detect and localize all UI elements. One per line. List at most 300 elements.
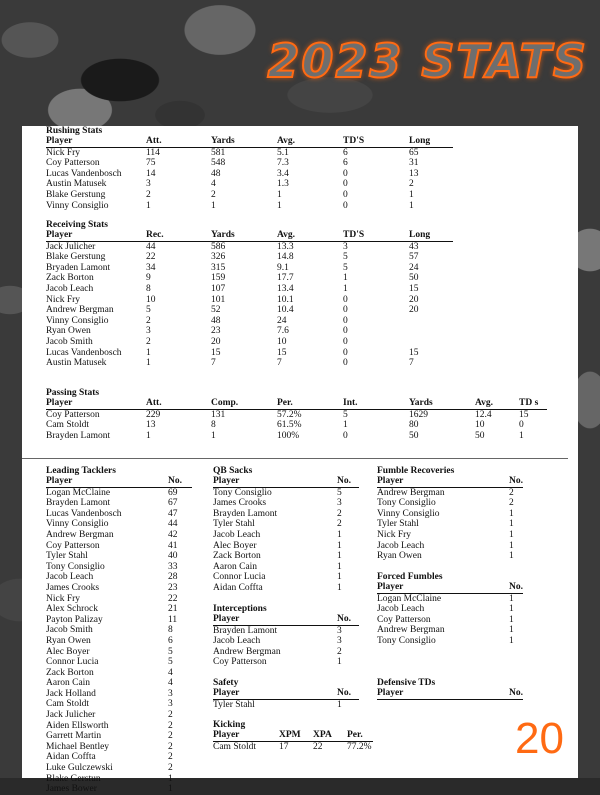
table-row — [46, 752, 192, 763]
stat-value: 3 — [343, 241, 348, 252]
column-header: Player — [46, 398, 146, 409]
player-name: Cam Stoldt — [213, 741, 257, 752]
stat-value: 48 — [211, 315, 221, 326]
stat-value: 28 — [168, 572, 178, 583]
player-name: Jacob Leach — [377, 604, 425, 615]
stat-value: 0 — [343, 305, 348, 316]
column-header: Avg. — [475, 398, 519, 409]
column-header: TD'S — [343, 230, 409, 241]
qb-sacks-title: QB Sacks — [213, 466, 253, 476]
table-row — [213, 636, 359, 647]
stat-value: 315 — [211, 262, 226, 273]
stat-value: 0 — [343, 294, 348, 305]
player-name: Michael Bentley — [46, 741, 110, 752]
stat-value: 42 — [168, 529, 178, 540]
table-row — [46, 721, 192, 732]
stat-value: 8 — [168, 625, 173, 636]
table-row — [46, 519, 192, 530]
stat-value: 0 — [343, 347, 348, 358]
stat-value: 52 — [211, 305, 221, 316]
column-header: No. — [337, 688, 359, 699]
column-header: Long — [409, 230, 453, 241]
player-name: Aaron Cain — [213, 561, 258, 572]
stat-value: 2 — [146, 189, 151, 200]
table-header-row — [46, 476, 192, 487]
player-name: Ryan Owen — [46, 326, 91, 337]
table-row — [46, 273, 453, 284]
stat-value: 131 — [211, 409, 226, 420]
stat-value: 41 — [168, 540, 178, 551]
table-row — [213, 647, 359, 658]
table-row — [46, 625, 192, 636]
stat-value: 11 — [168, 614, 178, 625]
table-row — [377, 604, 523, 615]
player-name: Tony Consiglio — [213, 487, 272, 498]
table-row — [377, 498, 523, 509]
player-name: Tyler Stahl — [213, 519, 255, 530]
player-name: Ryan Owen — [377, 551, 422, 562]
stat-value: 1 — [168, 773, 173, 784]
stat-value: 229 — [146, 409, 161, 420]
stat-value: 2 — [146, 336, 151, 347]
player-name: Cam Stoldt — [46, 420, 90, 431]
stat-value: 1 — [211, 430, 216, 441]
fumble-recoveries-table — [377, 476, 523, 562]
column-header: Player — [46, 230, 146, 241]
stat-value: 7.6 — [277, 326, 289, 337]
table-row — [377, 530, 523, 541]
stat-value: 0 — [343, 430, 348, 441]
player-name: Andrew Bergman — [377, 487, 445, 498]
table-row — [46, 774, 192, 785]
player-name: Jack Holland — [46, 688, 96, 699]
table-header-row — [377, 688, 523, 699]
stat-value: 1 — [509, 529, 514, 540]
table-row — [46, 731, 192, 742]
stat-value: 2 — [509, 498, 514, 509]
stat-value: 13.3 — [277, 241, 294, 252]
player-name: Brayden Lamont — [46, 498, 111, 509]
stat-value: 17.7 — [277, 273, 294, 284]
table-row — [46, 668, 192, 679]
stat-value: 7 — [409, 358, 414, 369]
player-name: Blake Gerstung — [46, 252, 106, 263]
table-row — [46, 509, 192, 520]
player-name: Tyler Stahl — [377, 519, 419, 530]
column-header: Long — [409, 136, 453, 147]
table-row — [46, 409, 547, 420]
column-header: Att. — [146, 136, 211, 147]
column-header: Player — [377, 476, 509, 487]
stat-value: 1 — [277, 189, 282, 200]
stat-value: 15 — [211, 347, 221, 358]
table-row — [377, 541, 523, 552]
qb-sacks-table — [213, 476, 359, 594]
table-row — [377, 615, 523, 626]
player-name: Brayden Lamont — [213, 625, 278, 636]
player-name: Brayden Lamont — [46, 430, 111, 441]
stat-value: 0 — [343, 326, 348, 337]
stat-value: 1 — [146, 358, 151, 369]
table-row — [46, 657, 192, 668]
column-header: Rec. — [146, 230, 211, 241]
stat-value: 8 — [146, 283, 151, 294]
column-header: Player — [213, 476, 337, 487]
table-row — [213, 541, 359, 552]
player-name: Zack Borton — [46, 667, 94, 678]
stat-value: 1 — [509, 614, 514, 625]
stat-value: 0 — [343, 168, 348, 179]
column-header: Player — [46, 136, 146, 147]
stat-value: 43 — [409, 241, 419, 252]
stat-value: 6 — [343, 147, 348, 158]
player-name: Cam Stoldt — [46, 699, 90, 710]
safety-table — [213, 688, 359, 710]
player-name: Logan McClaine — [46, 487, 111, 498]
table-row — [46, 420, 547, 431]
player-name: Jack Julicher — [46, 241, 96, 252]
player-name: Coy Patterson — [213, 657, 267, 668]
stat-value: 10 — [277, 336, 287, 347]
stat-value: 107 — [211, 283, 226, 294]
player-name: Tyler Stahl — [213, 699, 255, 710]
stat-value: 50 — [409, 430, 419, 441]
table-row — [46, 358, 453, 369]
stat-value: 10.4 — [277, 305, 294, 316]
column-header: No. — [509, 476, 523, 486]
stat-value: 2 — [168, 763, 173, 774]
stat-value: 2 — [168, 710, 173, 721]
table-row — [46, 594, 192, 605]
stat-value: 4 — [211, 179, 216, 190]
table-row — [46, 689, 192, 700]
table-header-row — [213, 476, 359, 487]
stat-value: 48 — [211, 168, 221, 179]
stat-value: 24 — [277, 315, 287, 326]
stat-value: 1 — [509, 551, 514, 562]
interceptions-title: Interceptions — [213, 604, 267, 614]
column-header: Avg. — [277, 230, 343, 241]
stat-value: 1 — [337, 582, 342, 593]
stats-sheet — [22, 126, 578, 795]
stat-value: 326 — [211, 252, 226, 263]
stat-value: 0 — [343, 336, 348, 347]
player-name: James Crooks — [46, 582, 100, 593]
table-row — [46, 158, 453, 169]
stat-value: 2 — [168, 752, 173, 763]
stat-value: 7 — [277, 358, 282, 369]
table-row — [46, 562, 192, 573]
table-row — [213, 699, 359, 710]
rushing-section — [46, 126, 453, 211]
stat-value: 0 — [343, 358, 348, 369]
stat-value: 5 — [168, 646, 173, 657]
stat-value: 1 — [337, 529, 342, 540]
stat-value: 13.4 — [277, 283, 294, 294]
column-header: Player — [377, 688, 509, 699]
stat-value: 5 — [343, 409, 348, 420]
table-row — [213, 741, 373, 752]
stat-value: 5 — [343, 262, 348, 273]
table-row — [377, 636, 523, 647]
stat-value: 69 — [168, 487, 178, 498]
kicking-table — [213, 730, 373, 752]
interceptions-table — [213, 614, 359, 668]
stat-value: 5 — [343, 252, 348, 263]
stat-value: 1 — [337, 572, 342, 583]
table-row — [46, 615, 192, 626]
defensive-tds-section — [377, 678, 523, 700]
table-row — [46, 241, 453, 252]
player-name: Jacob Leach — [46, 283, 94, 294]
player-name: Zack Borton — [213, 551, 261, 562]
stat-value: 50 — [409, 273, 419, 284]
stat-value: 2 — [211, 189, 216, 200]
player-name: Tony Consiglio — [377, 635, 436, 646]
table-row — [46, 326, 453, 337]
stat-value: 15 — [277, 347, 287, 358]
stat-value: 3 — [337, 498, 342, 509]
stat-value: 3 — [146, 179, 151, 190]
table-row — [46, 498, 192, 509]
player-name: Nick Fry — [46, 593, 81, 604]
column-header: Player — [213, 688, 337, 699]
player-name: James Bower — [46, 784, 97, 795]
table-row — [46, 252, 453, 263]
fumble-recoveries-section — [377, 466, 523, 562]
column-header: No. — [337, 614, 359, 625]
stat-value: 2 — [337, 646, 342, 657]
stat-value: 1 — [509, 593, 514, 604]
table-header-row — [377, 476, 523, 487]
stat-value: 8 — [211, 420, 216, 431]
table-row — [46, 572, 192, 583]
table-row — [213, 551, 359, 562]
qb-sacks-section — [213, 466, 359, 594]
stat-value: 548 — [211, 158, 226, 169]
column-header: Yards — [211, 230, 277, 241]
stat-value: 40 — [168, 551, 178, 562]
table-row — [377, 509, 523, 520]
stat-value: 14.8 — [277, 252, 294, 263]
stat-value: 0 — [343, 179, 348, 190]
stat-value: 50 — [475, 430, 485, 441]
stat-value: 1 — [146, 430, 151, 441]
kicking-section — [213, 720, 373, 752]
player-name: Alec Boyer — [213, 540, 257, 551]
stat-value: 100% — [277, 430, 300, 441]
player-name: Ryan Owen — [46, 635, 91, 646]
stat-value: 581 — [211, 147, 226, 158]
player-name: Logan McClaine — [377, 593, 442, 604]
stat-value: 586 — [211, 241, 226, 252]
table-row — [46, 699, 192, 710]
table-header-row — [213, 688, 359, 699]
player-name: Austin Matusek — [46, 179, 107, 190]
column-header: Per. — [347, 730, 373, 741]
table-row — [213, 530, 359, 541]
player-name: Nick Fry — [46, 294, 81, 305]
player-name: Aaron Cain — [46, 678, 91, 689]
table-row — [46, 431, 547, 442]
stat-value: 1 — [509, 604, 514, 615]
table-row — [46, 647, 192, 658]
player-name: Coy Patterson — [377, 614, 431, 625]
table-row — [46, 551, 192, 562]
column-header: Player — [213, 730, 279, 741]
player-name: Andrew Bergman — [46, 305, 114, 316]
player-name: Vinny Consiglio — [46, 315, 109, 326]
player-name: Tyler Stahl — [46, 551, 88, 562]
stat-value: 2 — [168, 741, 173, 752]
forced-fumbles-table — [377, 582, 523, 647]
stat-value: 0 — [343, 200, 348, 211]
stat-value: 9.1 — [277, 262, 289, 273]
table-row — [377, 519, 523, 530]
stat-value: 20 — [409, 294, 419, 305]
stat-value: 10 — [146, 294, 156, 305]
column-header: No. — [168, 476, 192, 487]
page-number: 20 — [515, 714, 564, 763]
player-name: Vinny Consiglio — [377, 508, 440, 519]
stat-value: 1 — [343, 283, 348, 294]
column-header: Player — [46, 476, 168, 487]
stat-value: 2 — [168, 731, 173, 742]
player-name: Vinny Consiglio — [46, 200, 109, 211]
table-row — [377, 593, 523, 604]
player-name: Luke Gulczewski — [46, 763, 113, 774]
stat-value: 6 — [343, 158, 348, 169]
player-name: Zack Borton — [46, 273, 94, 284]
column-header: Yards — [409, 398, 475, 409]
player-name: Nick Fry — [377, 529, 412, 540]
player-name: Jacob Smith — [46, 336, 93, 347]
stat-value: 1629 — [409, 409, 428, 420]
stat-value: 0 — [343, 315, 348, 326]
stat-value: 24 — [409, 262, 419, 273]
table-header-row — [213, 730, 373, 741]
stat-value: 22 — [313, 741, 323, 752]
stat-value — [409, 316, 453, 327]
player-name: Blake Gerstung — [46, 189, 106, 200]
column-header: No. — [509, 582, 523, 592]
table-row — [213, 583, 359, 594]
player-name: Coy Patterson — [46, 540, 100, 551]
stat-value: 22 — [168, 593, 178, 604]
stat-value: 65 — [409, 147, 419, 158]
player-name: Connor Lucia — [46, 657, 99, 668]
table-row — [46, 201, 453, 212]
forced-fumbles-title: Forced Fumbles — [377, 572, 443, 582]
stat-value: 20 — [211, 336, 221, 347]
stat-value: 31 — [409, 158, 419, 169]
interceptions-section — [213, 604, 359, 668]
stat-value: 0 — [343, 189, 348, 200]
stat-value: 3 — [168, 688, 173, 699]
table-row — [46, 348, 453, 359]
stat-value: 57 — [409, 252, 419, 263]
table-row — [213, 519, 359, 530]
stat-value: 15 — [519, 409, 529, 420]
stat-value: 6 — [168, 635, 173, 646]
stat-value: 12.4 — [475, 409, 492, 420]
player-name: Tony Consiglio — [377, 498, 436, 509]
player-name: Coy Patterson — [46, 409, 100, 420]
stat-value: 1 — [168, 784, 173, 795]
stat-value: 57.2% — [277, 409, 302, 420]
table-row — [46, 284, 453, 295]
table-row — [213, 625, 359, 636]
player-name: Bryaden Lamont — [46, 262, 111, 273]
player-name: Coy Patterson — [46, 158, 100, 169]
player-name: Vinny Consiglio — [46, 519, 109, 530]
player-name: Andrew Bergman — [377, 625, 445, 636]
player-name: Jacob Leach — [377, 540, 425, 551]
stat-value: 44 — [168, 519, 178, 530]
table-row — [46, 604, 192, 615]
table-row — [213, 487, 359, 498]
player-name: Jacob Smith — [46, 625, 93, 636]
column-header: Player — [377, 582, 509, 593]
stat-value: 0 — [519, 420, 524, 431]
column-header: Player — [213, 614, 337, 625]
stat-value: 21 — [168, 604, 178, 615]
table-header-row — [46, 230, 453, 241]
stat-value: 1 — [343, 273, 348, 284]
player-name: James Crooks — [213, 498, 267, 509]
stat-value: 1.3 — [277, 179, 289, 190]
stat-value: 2 — [337, 508, 342, 519]
passing-title: Passing Stats — [46, 388, 100, 398]
receiving-section — [46, 220, 453, 369]
stat-value — [409, 326, 453, 337]
column-header: No. — [337, 476, 359, 487]
stat-value: 3.4 — [277, 168, 289, 179]
table-row — [46, 530, 192, 541]
table-row — [213, 657, 359, 668]
stat-value: 5 — [146, 305, 151, 316]
stat-value: 1 — [409, 200, 414, 211]
table-row — [46, 710, 192, 721]
player-name: Garrett Martin — [46, 731, 102, 742]
stat-value: 14 — [146, 168, 156, 179]
kicking-title: Kicking — [213, 720, 246, 730]
table-row — [213, 562, 359, 573]
stat-value: 17 — [279, 741, 289, 752]
stat-value: 13 — [146, 420, 156, 431]
stat-value: 2 — [146, 315, 151, 326]
column-header: XPA — [313, 730, 347, 741]
stat-value: 2 — [509, 487, 514, 498]
table-row — [377, 487, 523, 498]
stat-value: 1 — [277, 200, 282, 211]
stat-value: 15 — [409, 283, 419, 294]
table-row — [213, 509, 359, 520]
stat-value: 101 — [211, 294, 226, 305]
column-header: TD s — [519, 398, 547, 409]
stat-value: 13 — [409, 168, 419, 179]
stat-value: 5 — [337, 487, 342, 498]
stat-value: 7.3 — [277, 158, 289, 169]
table-row — [46, 169, 453, 180]
table-row — [46, 541, 192, 552]
tacklers-table — [46, 476, 192, 795]
table-row — [46, 583, 192, 594]
player-name: Jacob Leach — [213, 636, 261, 647]
passing-table — [46, 398, 547, 441]
stat-value: 1 — [509, 519, 514, 530]
table-header-row — [46, 136, 453, 147]
